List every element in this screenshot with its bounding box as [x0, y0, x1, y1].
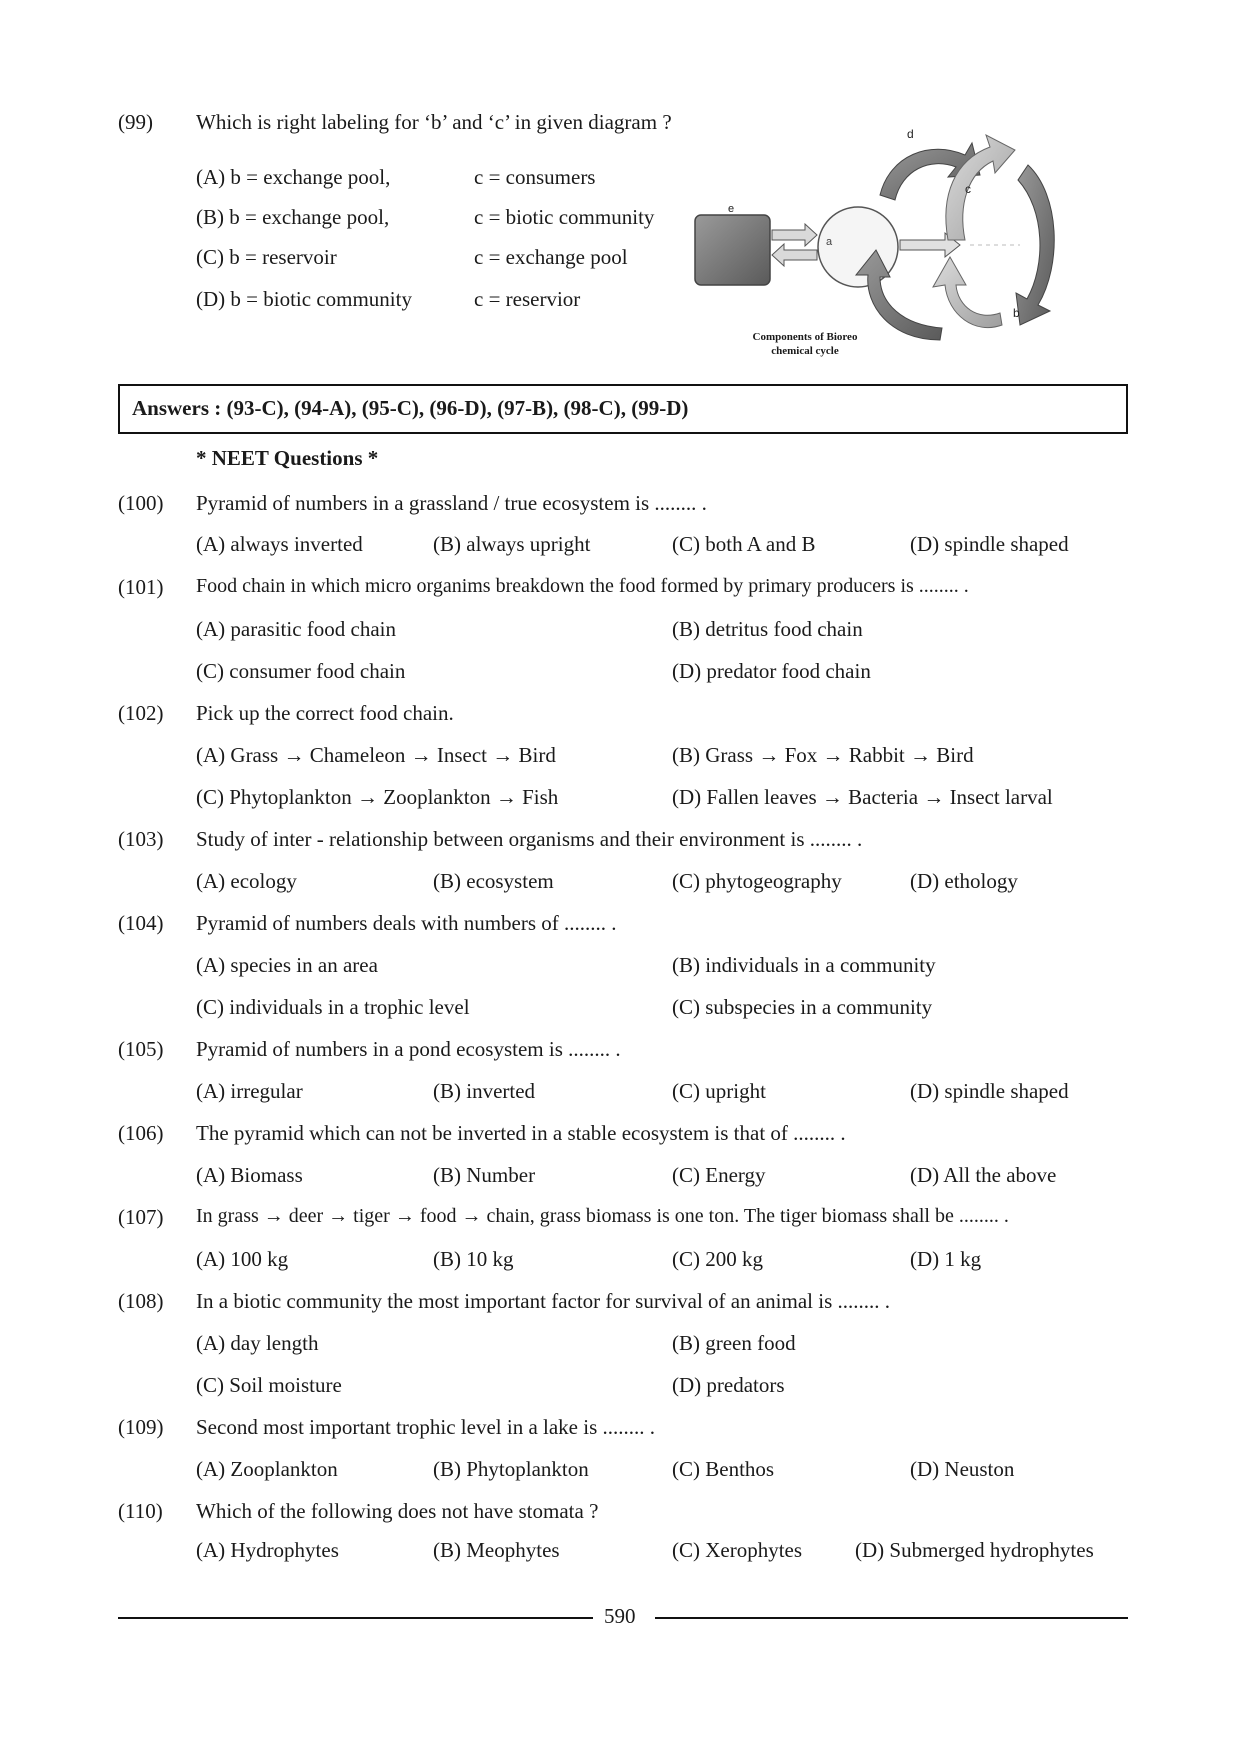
option-109-a: (A) Zooplankton: [196, 1457, 338, 1481]
option-102-d: (D) Fallen leaves → Bacteria → Insect larval: [672, 785, 1053, 809]
question-text-107: In grass → deer → tiger → food → chain, grass biomass is one ton. The tiger biomass shall be ........ .: [196, 1205, 1009, 1227]
option-104-d: (C) subspecies in a community: [672, 995, 933, 1019]
option-102-a: (A) Grass → Chameleon → Insect → Bird: [196, 743, 556, 767]
cycle-arrow-d: [946, 135, 1015, 240]
option-101-c: (C) consumer food chain: [196, 659, 406, 683]
question-text-101: Food chain in which micro organims breakdown the food formed by primary producers is ........ .: [196, 575, 969, 597]
option-99-c-right: c = exchange pool: [474, 245, 628, 269]
label-d: d: [907, 127, 914, 141]
option-105-d: (D) spindle shaped: [910, 1079, 1069, 1103]
question-number-107: (107): [118, 1205, 164, 1229]
question-number-110: (110): [118, 1499, 163, 1523]
option-102-b: (B) Grass → Fox → Rabbit → Bird: [672, 743, 974, 767]
option-102-c: (C) Phytoplankton → Zooplankton → Fish: [196, 785, 559, 809]
question-number-100: (100): [118, 491, 164, 515]
option-107-a: (A) 100 kg: [196, 1247, 289, 1271]
option-108-a: (A) day length: [196, 1331, 319, 1355]
option-100-a: (A) always inverted: [196, 532, 363, 556]
diagram-caption: [740, 330, 870, 358]
option-99-c-left: (C) b = reservoir: [196, 245, 337, 269]
option-108-b: (B) green food: [672, 1331, 796, 1355]
arrow-a-to-e: [772, 244, 817, 266]
option-106-a: (A) Biomass: [196, 1163, 303, 1187]
option-105-b: (B) inverted: [433, 1079, 536, 1103]
question-number-105: (105): [118, 1037, 164, 1061]
answers-box: [118, 384, 1128, 434]
question-text-110: Which of the following does not have stomata ?: [196, 1499, 599, 1523]
question-text-102: Pick up the correct food chain.: [196, 701, 454, 725]
label-a: a: [826, 236, 833, 248]
reservoir-box-e: [695, 215, 770, 285]
footer-rule-left: [118, 1617, 593, 1619]
option-108-d: (D) predators: [672, 1373, 785, 1397]
question-number-101: (101): [118, 575, 164, 599]
option-109-c: (C) Benthos: [672, 1457, 775, 1481]
option-100-d: (D) spindle shaped: [910, 532, 1069, 556]
cycle-arrow-c: [1016, 165, 1054, 325]
option-104-b: (B) individuals in a community: [672, 953, 936, 977]
option-99-d-right: c = reservior: [474, 287, 581, 311]
question-number-108: (108): [118, 1289, 164, 1313]
option-106-c: (C) Energy: [672, 1163, 766, 1187]
biogeochemical-cycle-diagram: [690, 125, 1110, 365]
question-text-99: Which is right labeling for ‘b’ and ‘c’ in given diagram ?: [196, 110, 672, 134]
label-b: b: [1013, 306, 1020, 320]
option-101-a: (A) parasitic food chain: [196, 617, 397, 641]
cycle-arrow-b: [933, 257, 1002, 328]
question-number-103: (103): [118, 827, 164, 851]
option-99-d-left: (D) b = biotic community: [196, 287, 412, 311]
option-108-c: (C) Soil moisture: [196, 1373, 342, 1397]
footer-rule-right: [655, 1617, 1128, 1619]
option-110-a: (A) Hydrophytes: [196, 1538, 339, 1562]
option-110-d: (D) Submerged hydrophytes: [855, 1538, 1094, 1562]
option-104-a: (A) species in an area: [196, 953, 378, 977]
question-text-103: Study of inter - relationship between organisms and their environment is ........ .: [196, 827, 863, 851]
option-106-b: (B) Number: [433, 1163, 536, 1187]
question-number-109: (109): [118, 1415, 164, 1439]
option-103-a: (A) ecology: [196, 869, 297, 893]
option-101-d: (D) predator food chain: [672, 659, 871, 683]
option-109-b: (B) Phytoplankton: [433, 1457, 589, 1481]
option-99-a-left: (A) b = exchange pool,: [196, 165, 391, 189]
diagram-caption-line2: chemical cycle: [771, 345, 839, 357]
question-text-109: Second most important trophic level in a lake is ........ .: [196, 1415, 655, 1439]
diagram-caption-line1: Components of Bioreo: [752, 331, 858, 343]
label-e: e: [728, 203, 735, 215]
option-103-b: (B) ecosystem: [433, 869, 554, 893]
option-109-d: (D) Neuston: [910, 1457, 1015, 1481]
option-107-d: (D) 1 kg: [910, 1247, 982, 1271]
cycle-arrow-bottom-dark: [856, 250, 942, 340]
cycle-diagram-svg: [690, 125, 1110, 365]
option-99-b-right: c = biotic community: [474, 205, 655, 229]
question-number-104: (104): [118, 911, 164, 935]
option-99-a-right: c = consumers: [474, 165, 596, 189]
option-100-b: (B) always upright: [433, 532, 591, 556]
option-101-b: (B) detritus food chain: [672, 617, 863, 641]
option-105-c: (C) upright: [672, 1079, 766, 1103]
option-106-d: (D) All the above: [910, 1163, 1057, 1187]
question-number-106: (106): [118, 1121, 164, 1145]
question-text-105: Pyramid of numbers in a pond ecosystem is ........ .: [196, 1037, 621, 1061]
option-105-a: (A) irregular: [196, 1079, 303, 1103]
question-text-106: The pyramid which can not be inverted in a stable ecosystem is that of ........ .: [196, 1121, 846, 1145]
question-number-102: (102): [118, 701, 164, 725]
option-100-c: (C) both A and B: [672, 532, 816, 556]
question-text-104: Pyramid of numbers deals with numbers of ........ .: [196, 911, 617, 935]
option-107-b: (B) 10 kg: [433, 1247, 514, 1271]
option-110-b: (B) Meophytes: [433, 1538, 560, 1562]
question-number-99: (99): [118, 110, 153, 134]
page-number: 590: [604, 1604, 636, 1628]
label-c: c: [965, 182, 971, 196]
question-text-100: Pyramid of numbers in a grassland / true ecosystem is ........ .: [196, 491, 707, 515]
answers-text: Answers : (93-C), (94-A), (95-C), (96-D), (97-B), (98-C), (99-D): [132, 396, 689, 420]
option-110-c: (C) Xerophytes: [672, 1538, 803, 1562]
option-104-c: (C) individuals in a trophic level: [196, 995, 470, 1019]
option-107-c: (C) 200 kg: [672, 1247, 763, 1271]
neet-questions-heading: * NEET Questions *: [196, 446, 379, 470]
option-103-d: (D) ethology: [910, 869, 1018, 893]
option-103-c: (C) phytogeography: [672, 869, 842, 893]
option-99-b-left: (B) b = exchange pool,: [196, 205, 390, 229]
question-text-108: In a biotic community the most important factor for survival of an animal is ........ .: [196, 1289, 891, 1313]
arrow-e-to-a: [772, 224, 817, 246]
